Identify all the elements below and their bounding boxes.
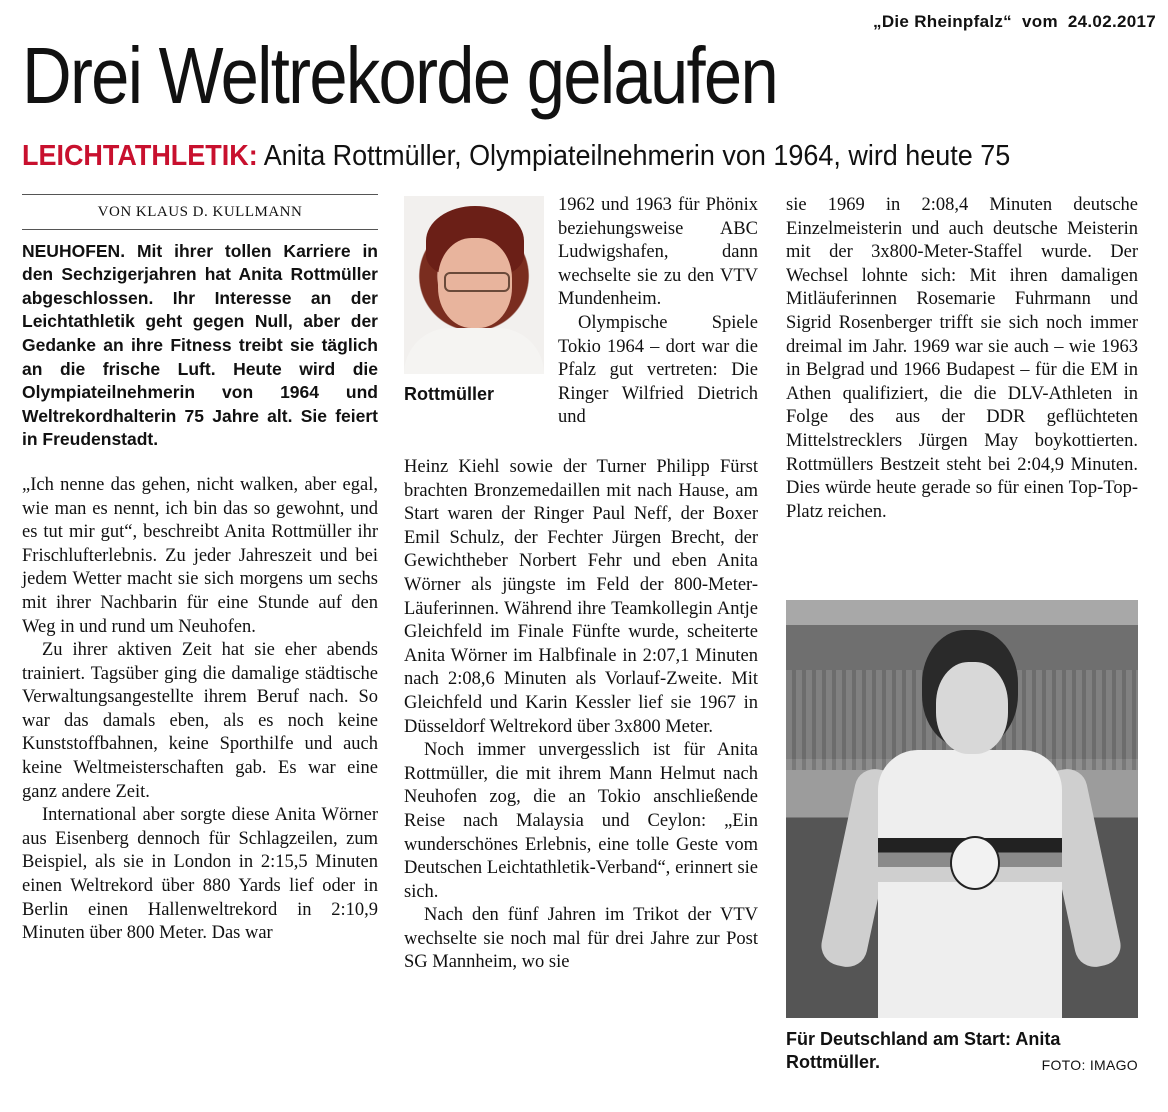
- column-2: [404, 456, 758, 975]
- column-2-top: [558, 194, 758, 430]
- source-line: „Die Rheinpfalz“ vom 24.02.2017: [873, 12, 1156, 31]
- col2-paragraph-4: Noch immer unvergesslich ist für Anita Rottmüller, die mit ihrem Mann Helmut nach Neuhofen zog, die an Tokio anschließende Reise nach Malaysia und Ceylon: „Ein wunderschönes Erlebnis, eine tolle Geste vom Deutschen Leichtathletik-Verband“, erinnert sie sich.: [404, 740, 758, 902]
- athlete-photo-caption: Für Deutschland am Start: Anita Rottmüller.: [786, 1029, 1061, 1072]
- photo-credit: FOTO: IMAGO: [1041, 1057, 1138, 1073]
- col2-paragraph-2: Olympische Spiele Tokio 1964 – dort war die Pfalz gut vertreten: Die Ringer Wilfried Dietrich und: [558, 312, 758, 428]
- col1-paragraph-2: Zu ihrer aktiven Zeit hat sie eher abends trainiert. Tagsüber ging die damalige städtische Verwaltungsangestellte ihrem Beruf nach. So war das damals eben, als es noch keine Kunststoffbahnen, keine Sporthilfe und auch keine Weltmeisterschaften gab. Es war eine ganz andere Zeit.: [22, 640, 378, 802]
- subline: [22, 140, 1010, 173]
- col1-paragraph-3: International aber sorgte diese Anita Wörner aus Eisenberg dennoch für Schlagzeilen, zum Beispiel, als sie in London in 2:15,5 Minuten einen Weltrekord über 880 Yards lief oder in Berlin einen Hallenweltrekord in 2:10,9 Minuten über 800 Meter. Das war: [22, 805, 378, 944]
- col2-paragraph-3: Heinz Kiehl sowie der Turner Philipp Fürst brachten Bronzemedaillen mit nach Hause, am Start waren der Ringer Paul Neff, der Boxer Emil Schulz, der Fechter Jürgen Brecht, der Gewichtheber Norbert Fehr und eben Anita Wörner als jüngste im Feld der 800-Meter-Läuferinnen. Während ihre Teamkollegin Antje Gleichfeld im Finale Fünfte wurde, scheiterte Anita Wörner im Halbfinale in 2:07,1 Minuten nach 2:08,6 Minuten als Vorlauf-Zweite. Mit Gleichfeld und Karin Kessler lief sie 1967 in Düsseldorf Weltrekord über 3x800 Meter.: [404, 457, 758, 737]
- lead-paragraph: NEUHOFEN. Mit ihrer tollen Karriere in den Sechzigerjahren hat Anita Rottmüller abgeschlossen. Ihr Interesse an der Leichtathletik geht gegen Null, aber der Gedanke an ihre Fitness treibt sie täglich an die frische Luft. Heute wird die Olympiateilnehmerin von 1964 und Weltrekordhalterin 75 Jahre alt. Sie feiert in Freudenstadt.: [22, 240, 378, 450]
- portrait-caption: Rottmüller: [404, 384, 494, 404]
- col2-paragraph-1: 1962 und 1963 für Phönix beziehungsweise ABC Ludwigshafen, dann wechselte sie zu den VTV Mundenheim.: [558, 195, 758, 310]
- eagle-emblem-icon: [950, 836, 1000, 890]
- col1-paragraph-1: „Ich nenne das gehen, nicht walken, aber egal, wie man es nennt, ich bin das so gewohnt, und es tut mir gut“, beschreibt Anita Rottmüller ihr Frischlufterlebnis. Zu jeder Jahreszeit und bei jedem Wetter macht sie sich morgens um sechs mit ihrer Nachbarin für eine Stunde auf den Weg in und rund um Neuhofen.: [22, 474, 378, 637]
- athlete-photo: [786, 600, 1138, 1018]
- byline: VON KLAUS D. KULLMANN: [22, 194, 378, 230]
- headline: Drei Weltrekorde gelaufen: [22, 31, 777, 120]
- subline-kicker: LEICHTATHLETIK:: [22, 140, 258, 172]
- column-1: [22, 194, 378, 946]
- col3-paragraph-1: sie 1969 in 2:08,4 Minuten deutsche Einzelmeisterin und auch deutsche Meisterin mit der 3x800-Meter-Staffel wurde. Der Wechsel lohnte sich: Mit ihren damaligen Mitläuferinnen Rosemarie Fuhrmann und Sigrid Rosenberger trifft sie sich noch immer dreimal im Jahr. 1969 war sie auch – wie 1963 in Belgrad und 1966 Budapest – für die EM in Athen qualifiziert, die die DLV-Athleten in Folge des aus der DDR geflüchteten Mittelstrecklers Jürgen May boykottierten. Rottmüllers Bestzeit steht bei 2:04,9 Minuten. Dies würde heute gerade so für einen Top-Top-Platz reichen.: [786, 195, 1138, 522]
- col2-paragraph-5: Nach den fünf Jahren im Trikot der VTV wechselte sie noch mal für drei Jahre zur Post SG Mannheim, wo sie: [404, 905, 758, 973]
- subline-text: Anita Rottmüller, Olympiateilnehmerin von 1964, wird heute 75: [257, 140, 1011, 172]
- column-3: [786, 194, 1138, 524]
- portrait-photo: [404, 196, 544, 374]
